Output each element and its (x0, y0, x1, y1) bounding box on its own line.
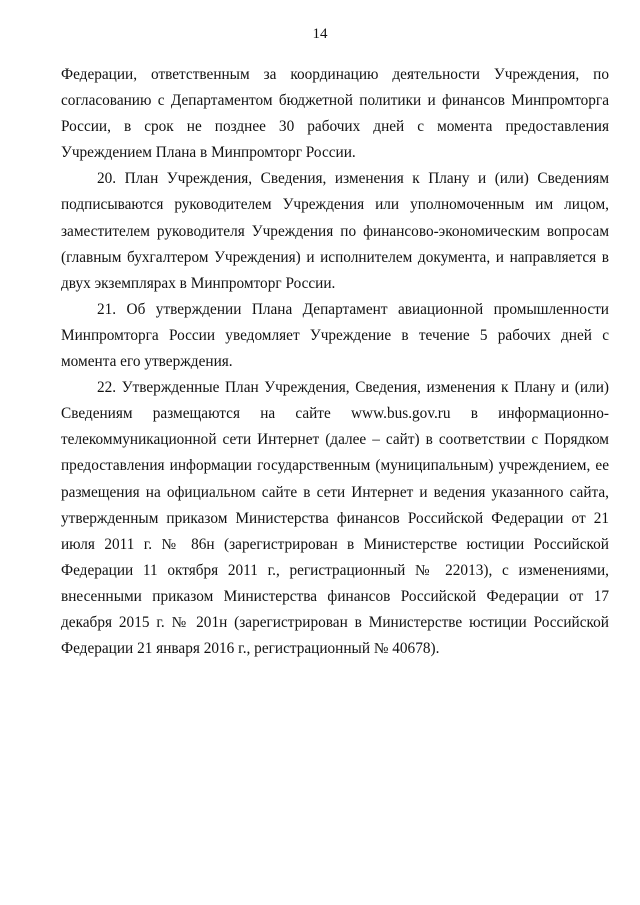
paragraph-20: 20. План Учреждения, Сведения, изменения к Плану и (или) Сведениям подписываются руководителем Учреждения или уполномоченным им лицом, заместителем руководителя Учреждения по финансово-экономическим вопросам (главным бухгалтером Учреждения) и исполнителем документа, и направляется в двух экземплярах в Минпромторг России. (61, 170, 609, 292)
page-number: 14 (312, 26, 328, 42)
document-body (61, 62, 609, 662)
paragraph-21: 21. Об утверждении Плана Департамент авиационной промышленности Минпромторга России уведомляет Учреждение в течение 5 рабочих дней с момента его утверждения. (61, 300, 609, 371)
paragraph-22: 22. Утвержденные План Учреждения, Сведения, изменения к Плану и (или) Сведениям размещаются на сайте www.bus.gov.ru в информационно-телекоммуникационной сети Интернет (далее – сайт) в соответствии с Порядком предоставления информации государственным (муниципальным) учреждением, ее размещения на официальном сайте в сети Интернет и ведения указанного сайта, утвержденным приказом Министерства финансов Российской Федерации от 21 июля 2011 г. № 86н (зарегистрирован в Министерстве юстиции Российской Федерации 11 октября 2011 г., регистрационный № 22013), с изменениями, внесенными приказом Министерства финансов Российской Федерации от 17 декабря 2015 г. № 201н (зарегистрирован в Министерстве юстиции Российской Федерации 21 января 2016 г., регистрационный № 40678). (61, 379, 609, 658)
paragraph-continuation: Федерации, ответственным за координацию деятельности Учреждения, по согласованию с Департаментом бюджетной политики и финансов Минпромторга России, в срок не позднее 30 рабочих дней с момента предоставления Учреждением Плана в Минпромторг России. (61, 66, 609, 162)
